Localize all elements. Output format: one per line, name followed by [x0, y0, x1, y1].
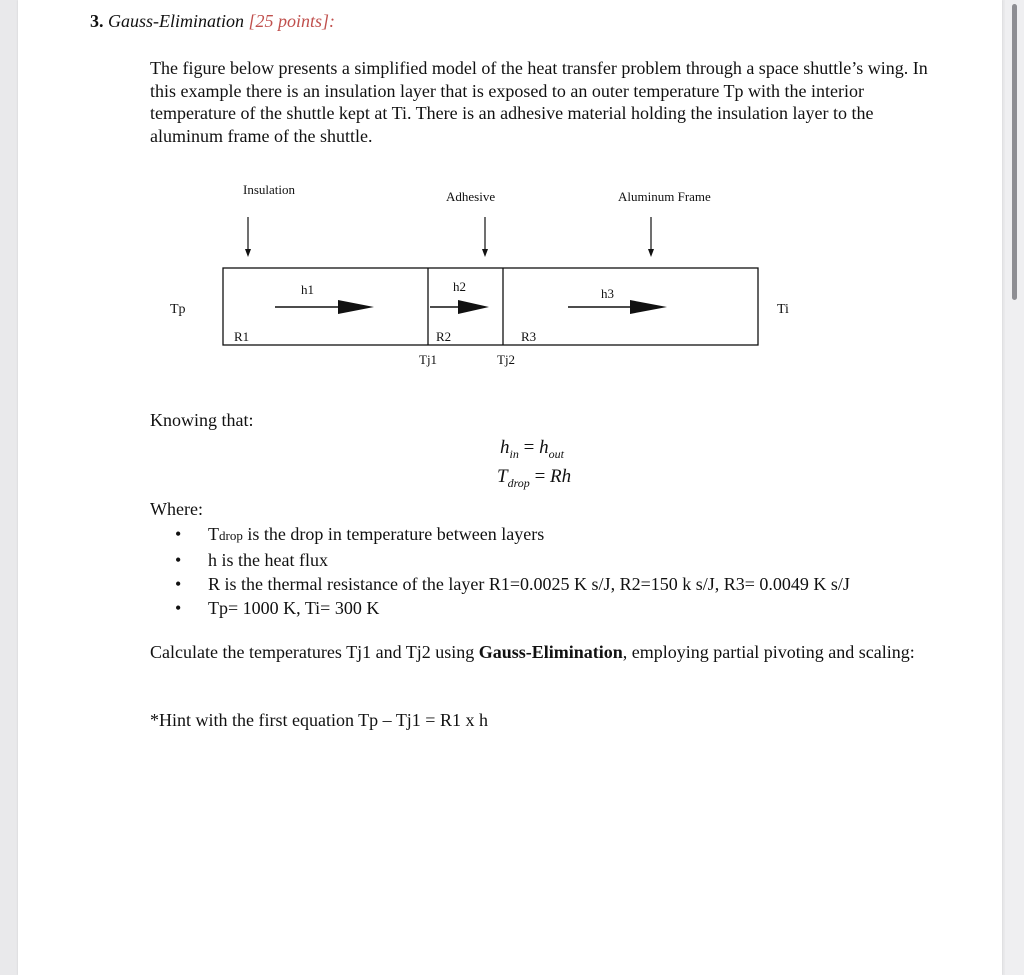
resistance-definition: R is the thermal resistance of the layer R1=0.0025 K s/J, R2=150 k s/J, R3= 0.0049 K s/J	[208, 574, 850, 594]
eq2-rhs: Rh	[550, 466, 572, 487]
frame-arrow	[648, 217, 654, 257]
tj1-label: Tj1	[419, 352, 438, 367]
insulation-label: Insulation	[243, 182, 295, 197]
adhesive-label: Adhesive	[446, 189, 496, 204]
r3-label: R3	[521, 329, 537, 344]
scrollbar[interactable]	[1005, 0, 1024, 975]
temperature-values: Tp= 1000 K, Ti= 300 K	[208, 598, 380, 618]
knowing-that-text: Knowing that:	[150, 410, 254, 430]
list-item	[175, 522, 850, 548]
h2-label: h2	[453, 279, 466, 294]
intro-paragraph: The figure below presents a simplified model of the heat transfer problem through a space shuttle’s wing. In this example there is an insulation layer that is exposed to an outer temperature Tp with the interior temperature of the shuttle kept at Ti. There is an adhesive material holding the insulation layer to the aluminum frame of the shuttle.	[150, 58, 928, 146]
task-paragraph	[150, 641, 950, 664]
question-name: Gauss-Elimination	[108, 11, 245, 31]
question-points: [25 points]:	[248, 11, 336, 31]
eq2-lhs-sub: drop	[507, 476, 530, 490]
bullet-dot: •	[175, 574, 182, 594]
equation-temperature-drop	[497, 466, 571, 488]
equation-h-balance	[500, 437, 564, 459]
heat-transfer-figure	[160, 175, 810, 375]
insulation-arrow	[245, 217, 251, 257]
question-title	[90, 11, 335, 32]
tdrop-symbol: T	[208, 524, 219, 544]
eq1-equals: =	[523, 437, 535, 458]
task-method: Gauss-Elimination	[478, 642, 623, 662]
ti-label: Ti	[777, 302, 789, 317]
r1-label: R1	[234, 329, 250, 344]
heat-flux-definition: h is the heat flux	[208, 550, 328, 570]
question-number: 3.	[90, 11, 104, 31]
definitions-list	[175, 522, 850, 620]
h3-arrow	[568, 300, 667, 314]
list-item	[175, 548, 850, 572]
adhesive-arrow	[482, 217, 488, 257]
eq1-rhs: h	[539, 437, 549, 458]
eq2-equals: =	[534, 466, 546, 487]
eq1-rhs-sub: out	[548, 447, 564, 461]
task-post: , employing partial pivoting and scaling:	[622, 642, 915, 662]
aluminum-frame-label: Aluminum Frame	[618, 189, 711, 204]
r2-label: R2	[436, 329, 452, 344]
list-item	[175, 596, 850, 620]
tp-label: Tp	[170, 302, 186, 317]
bullet-dot: •	[175, 598, 182, 618]
task-pre: Calculate the temperatures Tj1 and Tj2 using	[150, 642, 479, 662]
h1-arrow	[275, 300, 374, 314]
tdrop-subscript: drop	[219, 528, 243, 543]
bullet-dot: •	[175, 550, 182, 570]
hint-text: *Hint with the first equation Tp – Tj1 = R1 x h	[150, 710, 488, 730]
h3-label: h3	[601, 286, 614, 301]
tdrop-definition: is the drop in temperature between layers	[242, 524, 545, 544]
tj2-label: Tj2	[497, 352, 516, 367]
h2-arrow	[430, 300, 489, 314]
bullet-dot: •	[175, 524, 182, 544]
h1-label: h1	[301, 282, 314, 297]
eq1-lhs-sub: in	[509, 447, 519, 461]
where-text: Where:	[150, 499, 203, 519]
list-item	[175, 572, 850, 596]
eq1-lhs: h	[500, 437, 510, 458]
scroll-thumb[interactable]	[1012, 4, 1017, 300]
eq2-lhs: T	[497, 466, 508, 487]
